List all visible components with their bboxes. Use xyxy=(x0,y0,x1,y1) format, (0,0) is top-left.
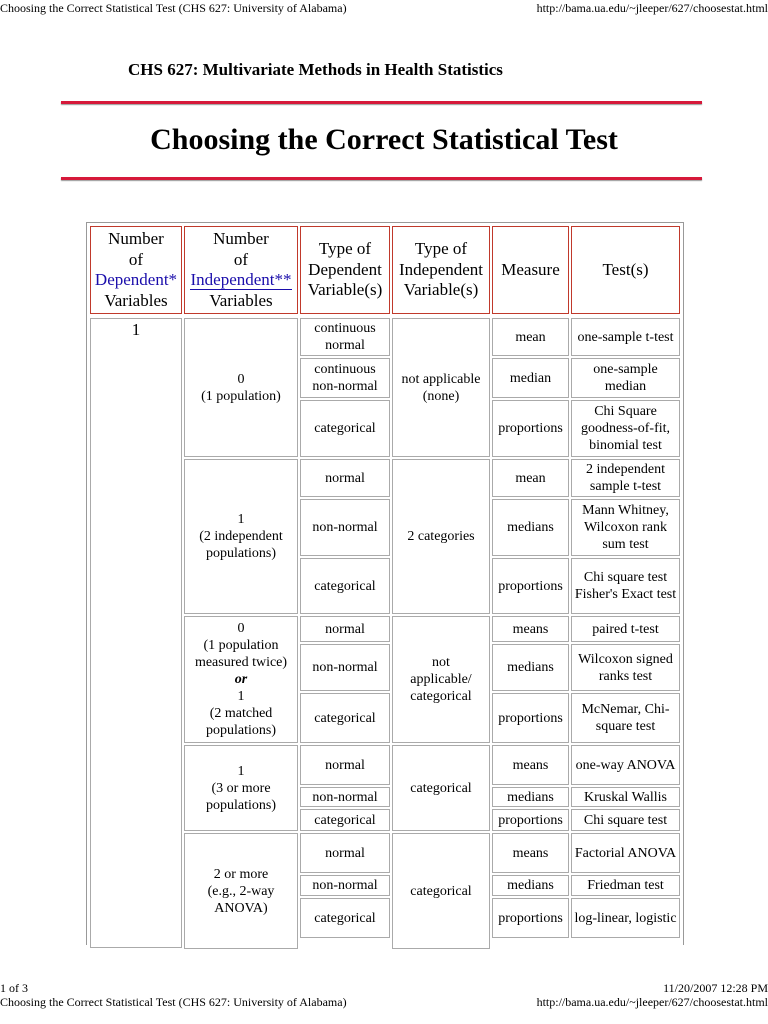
independent-group-4: 1 (3 or more populations) xyxy=(184,745,298,831)
dep-type-cell: normal xyxy=(300,745,390,785)
independent-group-3-b: 1 (2 matched populations) xyxy=(206,689,276,738)
test-cell: Factorial ANOVA xyxy=(571,833,680,873)
test-cell: Mann Whitney, Wilcoxon rank sum test xyxy=(571,499,680,556)
dep-type-cell: categorical xyxy=(300,558,390,614)
measure-cell: proportions xyxy=(492,558,569,614)
header-dep-prefix: Number of xyxy=(108,229,164,269)
dep-type-cell: normal xyxy=(300,616,390,642)
measure-cell: medians xyxy=(492,644,569,691)
header-indep-suffix: Variables xyxy=(209,290,273,310)
independent-group-2: 1 (2 independent populations) xyxy=(184,459,298,614)
independent-group-5: 2 or more (e.g., 2-way ANOVA) xyxy=(184,833,298,949)
top-divider xyxy=(61,101,702,104)
test-cell: Friedman test xyxy=(571,875,680,896)
independent-group-3-a: 0 (1 population measured twice) xyxy=(194,621,288,670)
dep-type-cell: categorical xyxy=(300,809,390,831)
page-number: 1 of 3 xyxy=(0,981,28,995)
indep-type-group-4: categorical xyxy=(392,745,490,831)
print-header-title: Choosing the Correct Statistical Test (CHS 627: University of Alabama) xyxy=(0,1,347,15)
dep-type-cell: continuous non-normal xyxy=(300,358,390,398)
independent-link[interactable]: Independent** xyxy=(190,270,292,289)
test-cell: Kruskal Wallis xyxy=(571,787,680,807)
header-dependent-count xyxy=(90,226,182,314)
independent-group-1: 0 (1 population) xyxy=(184,318,298,457)
header-independent-type xyxy=(392,226,490,314)
dep-type-cell: categorical xyxy=(300,898,390,938)
test-cell: Chi square test xyxy=(571,809,680,831)
dep-type-cell: non-normal xyxy=(300,787,390,807)
header-dep-type-label: Type of Dependent Variable(s) xyxy=(307,239,383,300)
measure-cell: proportions xyxy=(492,809,569,831)
test-cell: 2 independent sample t-test xyxy=(571,459,680,497)
dep-type-cell: categorical xyxy=(300,400,390,457)
statistical-test-table xyxy=(86,222,684,945)
dep-type-cell: normal xyxy=(300,833,390,873)
print-next-header-url: http://bama.ua.edu/~jleeper/627/choosestat.html xyxy=(536,995,768,1009)
header-independent-count xyxy=(184,226,298,314)
dep-type-cell: continuous normal xyxy=(300,318,390,356)
independent-group-3-or: or xyxy=(234,672,248,687)
page-title: Choosing the Correct Statistical Test xyxy=(150,123,618,156)
test-cell: Wilcoxon signed ranks test xyxy=(571,644,680,691)
measure-cell: medians xyxy=(492,875,569,896)
measure-cell: mean xyxy=(492,459,569,497)
measure-cell: means xyxy=(492,616,569,642)
test-cell: Chi square test Fisher's Exact test xyxy=(571,558,680,614)
dep-type-cell: non-normal xyxy=(300,644,390,691)
test-cell: McNemar, Chi-square test xyxy=(571,693,680,743)
dependent-link[interactable]: Dependent* xyxy=(94,270,178,289)
dep-type-cell: non-normal xyxy=(300,875,390,896)
bottom-divider xyxy=(61,177,702,180)
header-dependent-type xyxy=(300,226,390,314)
independent-group-3 xyxy=(184,616,298,743)
test-cell: Chi Square goodness-of-fit, binomial test xyxy=(571,400,680,457)
dependent-count-cell: 1 xyxy=(90,318,182,948)
measure-cell: proportions xyxy=(492,693,569,743)
dep-type-cell: non-normal xyxy=(300,499,390,556)
measure-cell: means xyxy=(492,745,569,785)
measure-cell: medians xyxy=(492,787,569,807)
header-measure: Measure xyxy=(492,226,569,314)
header-indep-type-label: Type of Independent Variable(s) xyxy=(398,239,484,300)
header-dep-suffix: Variables xyxy=(104,290,168,310)
measure-cell: proportions xyxy=(492,898,569,938)
measure-cell: proportions xyxy=(492,400,569,457)
header-tests: Test(s) xyxy=(571,226,680,314)
test-cell: one-sample median xyxy=(571,358,680,398)
test-cell: paired t-test xyxy=(571,616,680,642)
indep-type-group-3-label: not applicable/ categorical xyxy=(410,655,472,704)
test-cell: one-way ANOVA xyxy=(571,745,680,785)
indep-type-group-3 xyxy=(392,616,490,743)
measure-cell: mean xyxy=(492,318,569,356)
test-cell: one-sample t-test xyxy=(571,318,680,356)
course-title: CHS 627: Multivariate Methods in Health Statistics xyxy=(128,60,503,79)
indep-type-group-2: 2 categories xyxy=(392,459,490,614)
header-indep-prefix: Number of xyxy=(213,229,269,269)
dep-type-cell: normal xyxy=(300,459,390,497)
print-next-header-title: Choosing the Correct Statistical Test (CHS 627: University of Alabama) xyxy=(0,995,347,1009)
measure-cell: means xyxy=(492,833,569,873)
indep-type-group-1: not applicable (none) xyxy=(392,318,490,457)
print-datetime: 11/20/2007 12:28 PM xyxy=(663,981,768,995)
measure-cell: median xyxy=(492,358,569,398)
dep-type-cell: categorical xyxy=(300,693,390,743)
measure-cell: medians xyxy=(492,499,569,556)
test-cell: log-linear, logistic xyxy=(571,898,680,938)
indep-type-group-5: categorical xyxy=(392,833,490,949)
print-header-url: http://bama.ua.edu/~jleeper/627/choosestat.html xyxy=(536,1,768,15)
